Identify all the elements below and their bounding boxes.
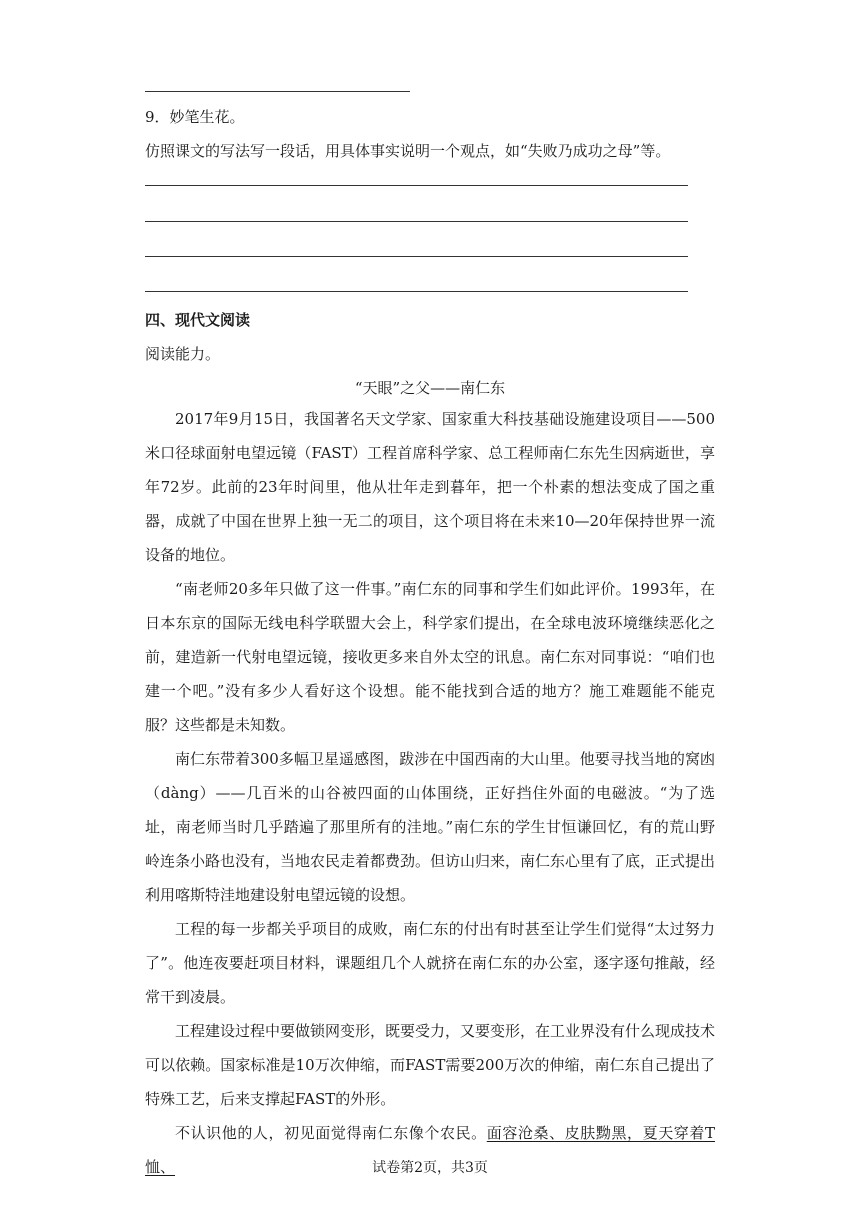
answer-line-2[interactable] — [145, 221, 688, 222]
section-heading: 四、现代文阅读 — [145, 311, 251, 329]
question-9-title: 9．妙笔生花。 — [145, 108, 245, 126]
answer-line-3[interactable] — [145, 256, 688, 257]
paragraph-6-underlined: 面容沧桑、皮肤黝黑，夏天穿着T恤、 — [145, 1124, 715, 1176]
answer-line-4[interactable] — [145, 291, 688, 292]
section-subheading: 阅读能力。 — [145, 345, 221, 363]
paragraph-6-text: 不认识他的人，初见面觉得南仁东像个农民。 — [175, 1124, 487, 1142]
page-footer: 试卷第2页，共3页 — [372, 1160, 488, 1176]
article-paragraph-4: 工程的每一步都关乎项目的成败，南仁东的付出有时甚至让学生们觉得“太过努力了”。他连夜要赶项目材料，课题组几个人就挤在南仁东的办公室，逐字逐句推敲，经常干到凌晨。 — [145, 920, 715, 1006]
answer-line-1[interactable] — [145, 185, 688, 186]
article-paragraph-1: 2017年9月15日，我国著名天文学家、国家重大科技基础设施建设项目——500米口径球面射电望远镜（FAST）工程首席科学家、总工程师南仁东先生因病逝世，享年72岁。此前的23年时间里，他从壮年走到暮年，把一个朴素的想法变成了国之重器，成就了中国在世界上独一无二的项目，这个项目将在未来10—20年保持世界一流设备的地位。 — [145, 410, 715, 564]
article-paragraph-5: 工程建设过程中要做锁网变形，既要受力，又要变形，在工业界没有什么现成技术可以依赖。国家标准是10万次伸缩，而FAST需要200万次的伸缩，南仁东自己提出了特殊工艺，后来支撑起FAST的外形。 — [145, 1022, 716, 1108]
question-9-instruction: 仿照课文的写法写一段话，用具体事实说明一个观点，如“失败乃成功之母”等。 — [145, 142, 671, 160]
article-paragraph-2: “南老师20多年只做了这一件事。”南仁东的同事和学生们如此评价。1993年，在日本东京的国际无线电科学联盟大会上，科学家们提出，在全球电波环境继续恶化之前，建造新一代射电望远镜，接收更多来自外太空的讯息。南仁东对同事说：“咱们也建一个吧。”没有多少人看好这个设想。能不能找到合适的地方？施工难题能不能克服？这些都是未知数。 — [145, 580, 715, 734]
article-paragraph-3: 南仁东带着300多幅卫星遥感图，跋涉在中国西南的大山里。他要寻找当地的窝凼（dàng）——几百米的山谷被四面的山体围绕，正好挡住外面的电磁波。“为了选址，南老师当时几乎踏遍了那里所有的洼地。”南仁东的学生甘恒谦回忆，有的荒山野岭连条小路也没有，当地农民走着都费劲。但访山归来，南仁东心里有了底，正式提出利用喀斯特洼地建设射电望远镜的设想。 — [145, 750, 716, 904]
article-title: “天眼”之父——南仁东 — [354, 379, 506, 397]
answer-line-top — [145, 91, 410, 92]
